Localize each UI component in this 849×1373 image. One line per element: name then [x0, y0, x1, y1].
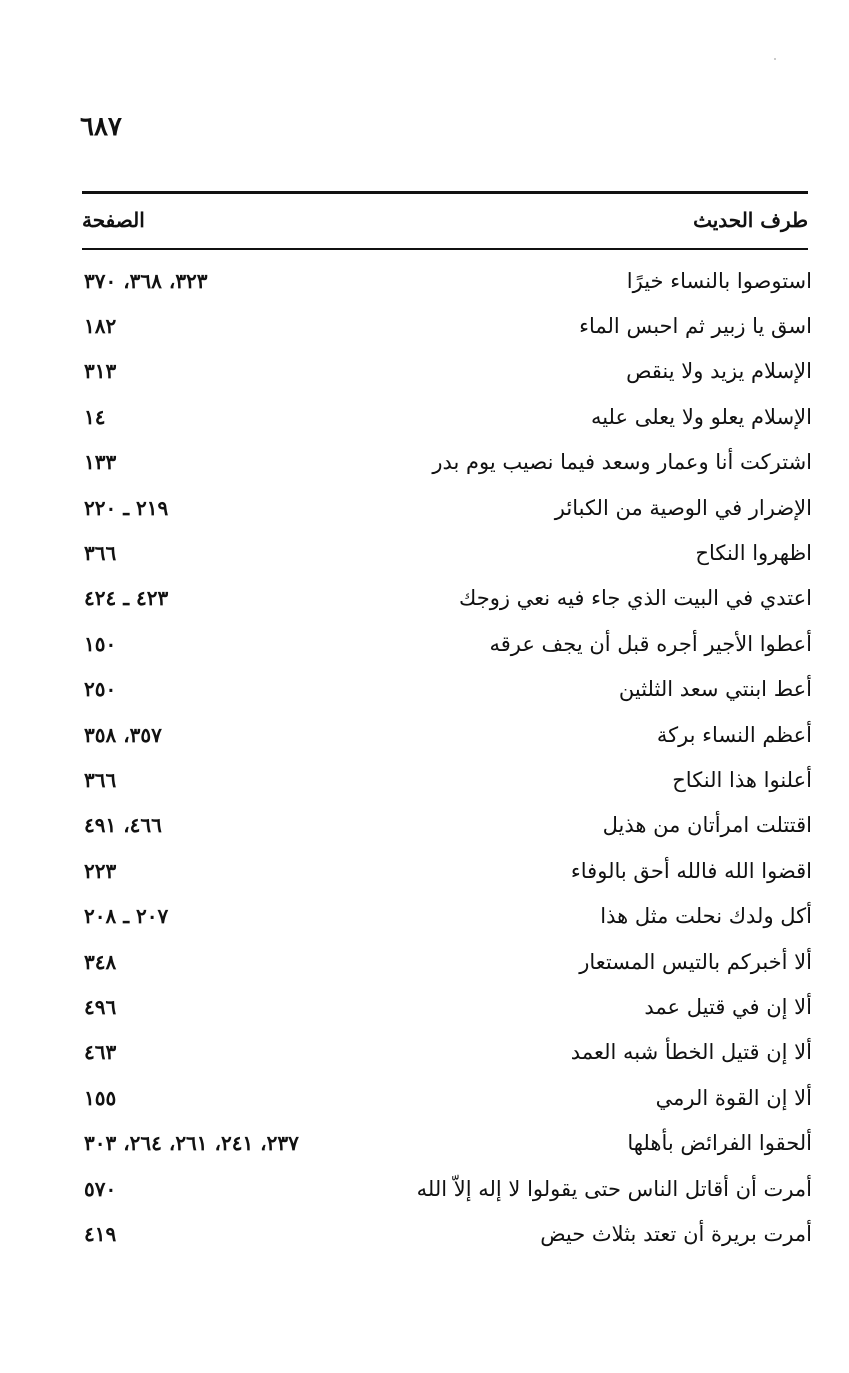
- hadith-text: أمرت بريرة أن تعتد بثلاث حيض: [540, 1221, 812, 1246]
- list-item: [82, 258, 812, 303]
- page-references: ٣١٣: [84, 359, 117, 384]
- hadith-text: اقتتلت امرأتان من هذيل: [602, 813, 812, 838]
- page-references: ١٣٣: [84, 450, 117, 475]
- page-references: ٤٢٣ ـ ٤٢٤: [84, 586, 169, 611]
- page-references: ٣٦٦: [84, 541, 117, 566]
- list-item: [82, 1120, 812, 1165]
- page-references: ٣٦٦: [84, 767, 117, 792]
- list-item: [82, 1075, 812, 1120]
- page-references: ٢٣٧، ٢٤١، ٢٦١، ٢٦٤، ٣٠٣: [84, 1131, 299, 1156]
- page-references: ٥٧٠: [84, 1176, 117, 1201]
- list-item: [82, 984, 812, 1029]
- page-references: ٣٢٣، ٣٦٨، ٣٧٠: [84, 268, 208, 293]
- hadith-text: أعطوا الأجير أجره قبل أن يجف عرقه: [489, 631, 812, 656]
- page-references: ٢٢٣: [84, 858, 117, 883]
- list-item: [82, 803, 812, 848]
- hadith-text: أعلنوا هذا النكاح: [672, 767, 812, 792]
- hadith-text: ألحقوا الفرائض بأهلها: [627, 1131, 812, 1156]
- list-item: [82, 939, 812, 984]
- list-item: [82, 1166, 812, 1211]
- scan-speck: [774, 58, 776, 60]
- hadith-text: اسق يا زبير ثم احبس الماء: [579, 314, 812, 339]
- table-header: [82, 200, 808, 240]
- hadith-text: الإضرار في الوصية من الكبائر: [554, 495, 812, 520]
- list-item: [82, 349, 812, 394]
- hadith-text: استوصوا بالنساء خيرًا: [626, 268, 812, 293]
- hadith-text: ألا إن في قتيل عمد: [644, 994, 812, 1019]
- hadith-text: ألا أخبركم بالتيس المستعار: [579, 949, 812, 974]
- hadith-text: اظهروا النكاح: [695, 541, 812, 566]
- page-references: ٣٥٧، ٣٥٨: [84, 722, 162, 747]
- list-item: [82, 712, 812, 757]
- list-item: [82, 757, 812, 802]
- page-references: ١٤: [84, 404, 106, 429]
- hadith-text: اعتدي في البيت الذي جاء فيه نعي زوجك: [459, 586, 812, 611]
- list-item: [82, 440, 812, 485]
- page-references: ١٥٠: [84, 631, 117, 656]
- list-item: [82, 893, 812, 938]
- hadith-text: أمرت أن أقاتل الناس حتى يقولوا لا إله إلاّ الله: [416, 1176, 812, 1201]
- list-item: [82, 394, 812, 439]
- page-references: ٣٤٨: [84, 949, 117, 974]
- list-item: [82, 1030, 812, 1075]
- page-references: ١٥٥: [84, 1085, 117, 1110]
- hadith-text: ألا إن القوة الرمي: [655, 1085, 812, 1110]
- page-references: ٢٠٧ ـ ٢٠٨: [84, 904, 169, 929]
- list-item: [82, 621, 812, 666]
- hadith-column-header: طرف الحديث: [693, 208, 808, 232]
- page-column-header: الصفحة: [82, 208, 145, 232]
- page-references: ٤٦٦، ٤٩١: [84, 813, 162, 838]
- list-item: [82, 1211, 812, 1256]
- page-references: ٢٥٠: [84, 677, 117, 702]
- hadith-text: أعظم النساء بركة: [656, 722, 812, 747]
- hadith-text: الإسلام يعلو ولا يعلى عليه: [590, 404, 812, 429]
- hadith-text: أكل ولدك نحلت مثل هذا: [600, 904, 812, 929]
- hadith-text: الإسلام يزيد ولا ينقص: [626, 359, 812, 384]
- hadith-text: أعط ابنتي سعد الثلثين: [618, 677, 812, 702]
- page-number: ٦٨٧: [80, 112, 122, 142]
- page-references: ٤٩٦: [84, 994, 117, 1019]
- list-item: [82, 848, 812, 893]
- page-references: ٢١٩ ـ ٢٢٠: [84, 495, 169, 520]
- hadith-index-list: [82, 258, 812, 1257]
- table-header-rule: [82, 248, 808, 250]
- list-item: [82, 667, 812, 712]
- hadith-text: اشتركت أنا وعمار وسعد فيما نصيب يوم بدر: [432, 450, 812, 475]
- hadith-text: اقضوا الله فالله أحق بالوفاء: [570, 858, 812, 883]
- page-references: ٤٦٣: [84, 1040, 117, 1065]
- list-item: [82, 303, 812, 348]
- list-item: [82, 485, 812, 530]
- list-item: [82, 576, 812, 621]
- page-references: ١٨٢: [84, 314, 117, 339]
- list-item: [82, 530, 812, 575]
- page-references: ٤١٩: [84, 1221, 117, 1246]
- table-top-rule: [82, 191, 808, 194]
- hadith-text: ألا إن قتيل الخطأ شبه العمد: [570, 1040, 812, 1065]
